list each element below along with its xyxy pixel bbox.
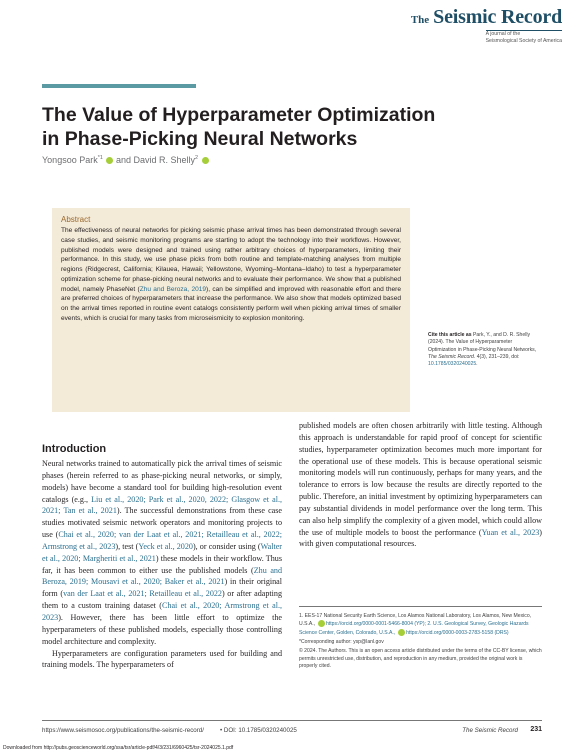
paragraph-text: ) or after adapting them to a custom training dataset (: [42, 589, 282, 611]
journal-brand-subtitle-2: Seismological Society of America: [485, 38, 562, 44]
cite-volume: . 4(3), 231–239, doi:: [473, 353, 520, 360]
journal-brand: [390, 6, 562, 45]
download-notice: Downloaded from http://pubs.geoscienceworld.org/ssa/tsr/article-pdf/4/3/231/6960425/tsr-2024025.1.pdf: [3, 745, 234, 751]
abstract-text-part: The effectiveness of neural networks for picking seismic phase arrival times has been demonstrated through several case studies, and seismic monitoring programs are starting to adopt the technology into their workflows. However, published models were designed and trained using rather arbitrary choices of hyperparameters, limiting their performance. In this study, we use phase picks from both routine and template-matching analyses from multiple regions (Ridgecrest, California; Kilauea, Hawaii; Yellowstone, Wyoming–Montana–Idaho) to test a hyperparameter optimization scheme for phase-picking neural networks and to evaluate their performance. We show that a published model, namely PhaseNet (: [61, 227, 401, 293]
footnote-divider: [299, 606, 542, 607]
paragraph-text: ) in their original form (: [42, 577, 282, 599]
accent-bar: [42, 84, 196, 88]
paragraph-text: ). However, there has been little effort to optimize the hyperparameters of these published models, especially those controlling model architecture and complexity.: [42, 612, 282, 646]
author-1-affiliation: *1: [97, 155, 103, 161]
footer-doi: • DOI: 10.1785/0320240025: [220, 727, 297, 734]
footnote-text: 1. EES-17 National Security Earth Science, Los Alamos National Laboratory, Los Alamos, New Mexico, U.S.A.,: [299, 613, 532, 628]
affiliations-footnote: [299, 613, 542, 637]
orcid-icon[interactable]: [202, 157, 209, 164]
author-1-name: Yongsoo Park: [42, 155, 98, 165]
page-number: 231: [530, 726, 542, 733]
cite-text: Park, Y., and D. R. Shelly (2024). The Value of Hyperparameter Optimization in Phase-Picking Neural Networks,: [428, 332, 537, 353]
cite-journal: The Seismic Record: [428, 353, 474, 360]
author-separator: and: [113, 155, 134, 165]
body-column-left: [42, 458, 282, 671]
paragraph-text: ), or consider using (: [192, 541, 261, 551]
paragraph: Hyperparameters are configuration parameters used for building and training models. The hyperparameters of: [42, 648, 282, 670]
paragraph-text: published models are often chosen arbitrarily with little testing. Although this approach is understandable for rapid proof of concept for scientific studies, hyperparameter optimization becomes much more important for the operational use of these models. This is because operational seismic monitoring models will run continuously, perhaps for many years, and the tolerance to errors is low because the results are directly reported to the public. Therefore, an initial investment by optimizing hyperparameters can pay substantial dividends in model performance over the long term. This can also help simplify the complexity of a given model, which could allow the use of multiple models to boost the performance (: [299, 421, 542, 537]
journal-brand-the: The: [410, 14, 430, 26]
article-title: [42, 103, 462, 151]
citation-link[interactable]: Chai et al., 2020; van der Laat et al., 2021; Retailleau et al., 2022; Armstrong et al., 2023: [42, 530, 282, 551]
citation-link[interactable]: Yuan et al., 2023: [481, 527, 540, 537]
cite-doi-link[interactable]: 10.1785/0320240025: [428, 361, 477, 368]
footer-url[interactable]: https://www.seismosoc.org/publications/the-seismic-record/: [42, 727, 204, 734]
paragraph-text: ) these models in their workflow. Thus far, it has been common to either use the published models (: [42, 553, 282, 575]
cite-end: .: [476, 361, 478, 368]
article-title-line-1: The Value of Hyperparameter Optimization: [42, 104, 436, 126]
corresponding-author: *Corresponding author: ysp@lanl.gov: [299, 638, 384, 645]
orcid-icon[interactable]: [398, 629, 405, 636]
footer-divider: [42, 720, 542, 721]
footnotes: [299, 613, 542, 673]
cite-label: Cite this article as: [428, 332, 472, 338]
paragraph-text: ). The successful demonstrations from these case studies motivated seismic network operators and monitoring projects to use (: [42, 506, 282, 540]
abstract-text-part: ), can be simplified and improved with reasonable effort and there are preferred choices of hyperparameters that increase the performance. We also show that models optimized based on the arrival times reported in routine event catalogs consistently perform well when picking arrival times of smaller events, which is crucial for many tasks from microseismicity to explosion monitoring.: [61, 285, 401, 322]
journal-brand-subtitle-1: A journal of the: [485, 31, 521, 37]
citation-link[interactable]: van der Laat et al., 2021; Retailleau et al., 2022: [63, 589, 222, 599]
cite-this-article: [428, 332, 540, 368]
paragraph-text: ) with given computational resources.: [299, 527, 542, 549]
citation-link[interactable]: Walter et al., 2020; Margheriti et al., 2021: [42, 541, 282, 563]
paragraph: [299, 420, 542, 550]
citation-link[interactable]: Zhu and Beroza, 2019; Mousavi et al., 2020; Baker et al., 2021: [42, 565, 283, 587]
article-title-line-2: in Phase-Picking Neural Networks: [42, 128, 358, 150]
orcid-link[interactable]: https://orcid.org/0000-0001-5466-8004 (YP); 2. U.S. Geological Survey, Geologic Hazards Science Center, Golden, Colorado, U.S.A.,: [299, 621, 529, 636]
orcid-link[interactable]: https://orcid.org/0000-0003-2783-5158 (DRS): [404, 629, 509, 636]
paragraph-text: ), test (: [115, 541, 139, 551]
orcid-icon[interactable]: [318, 620, 325, 627]
journal-brand-name: Seismic Record: [433, 6, 562, 28]
author-2-affiliation: 2: [195, 155, 199, 161]
citation-link[interactable]: Liu et al., 2020; Park et al., 2020, 2022; Glasgow et al., 2021; Tan et al., 2021: [42, 494, 282, 516]
paragraph-text: Neural networks trained to automatically pick the arrival times of seismic phases (herein referred to as phase-picking neural networks, or simply, models) have become a standard tool for building high-resolution event catalogs (e.g.,: [42, 459, 282, 504]
citation-link[interactable]: Yeck et al., 2020: [138, 541, 193, 551]
author-list: [42, 155, 209, 165]
abstract-heading: Abstract: [61, 215, 91, 224]
citation-link[interactable]: Zhu and Beroza, 2019: [139, 285, 207, 293]
citation-link[interactable]: Chai et al., 2020; Armstrong et al., 2023: [42, 601, 282, 622]
abstract-text: [61, 226, 401, 324]
footer-journal: The Seismic Record: [462, 727, 518, 734]
paragraph: [42, 458, 282, 648]
license-notice: © 2024. The Authors. This is an open access article distributed under the terms of the CC-BY license, which permits unrestricted use, distribution, and reproduction in any medium, provided the original work is properly cited.: [299, 648, 542, 670]
introduction-heading: Introduction: [42, 443, 107, 455]
author-2-name: David R. Shelly: [133, 155, 195, 165]
body-column-right: [299, 420, 542, 550]
abstract-box: [52, 208, 410, 412]
